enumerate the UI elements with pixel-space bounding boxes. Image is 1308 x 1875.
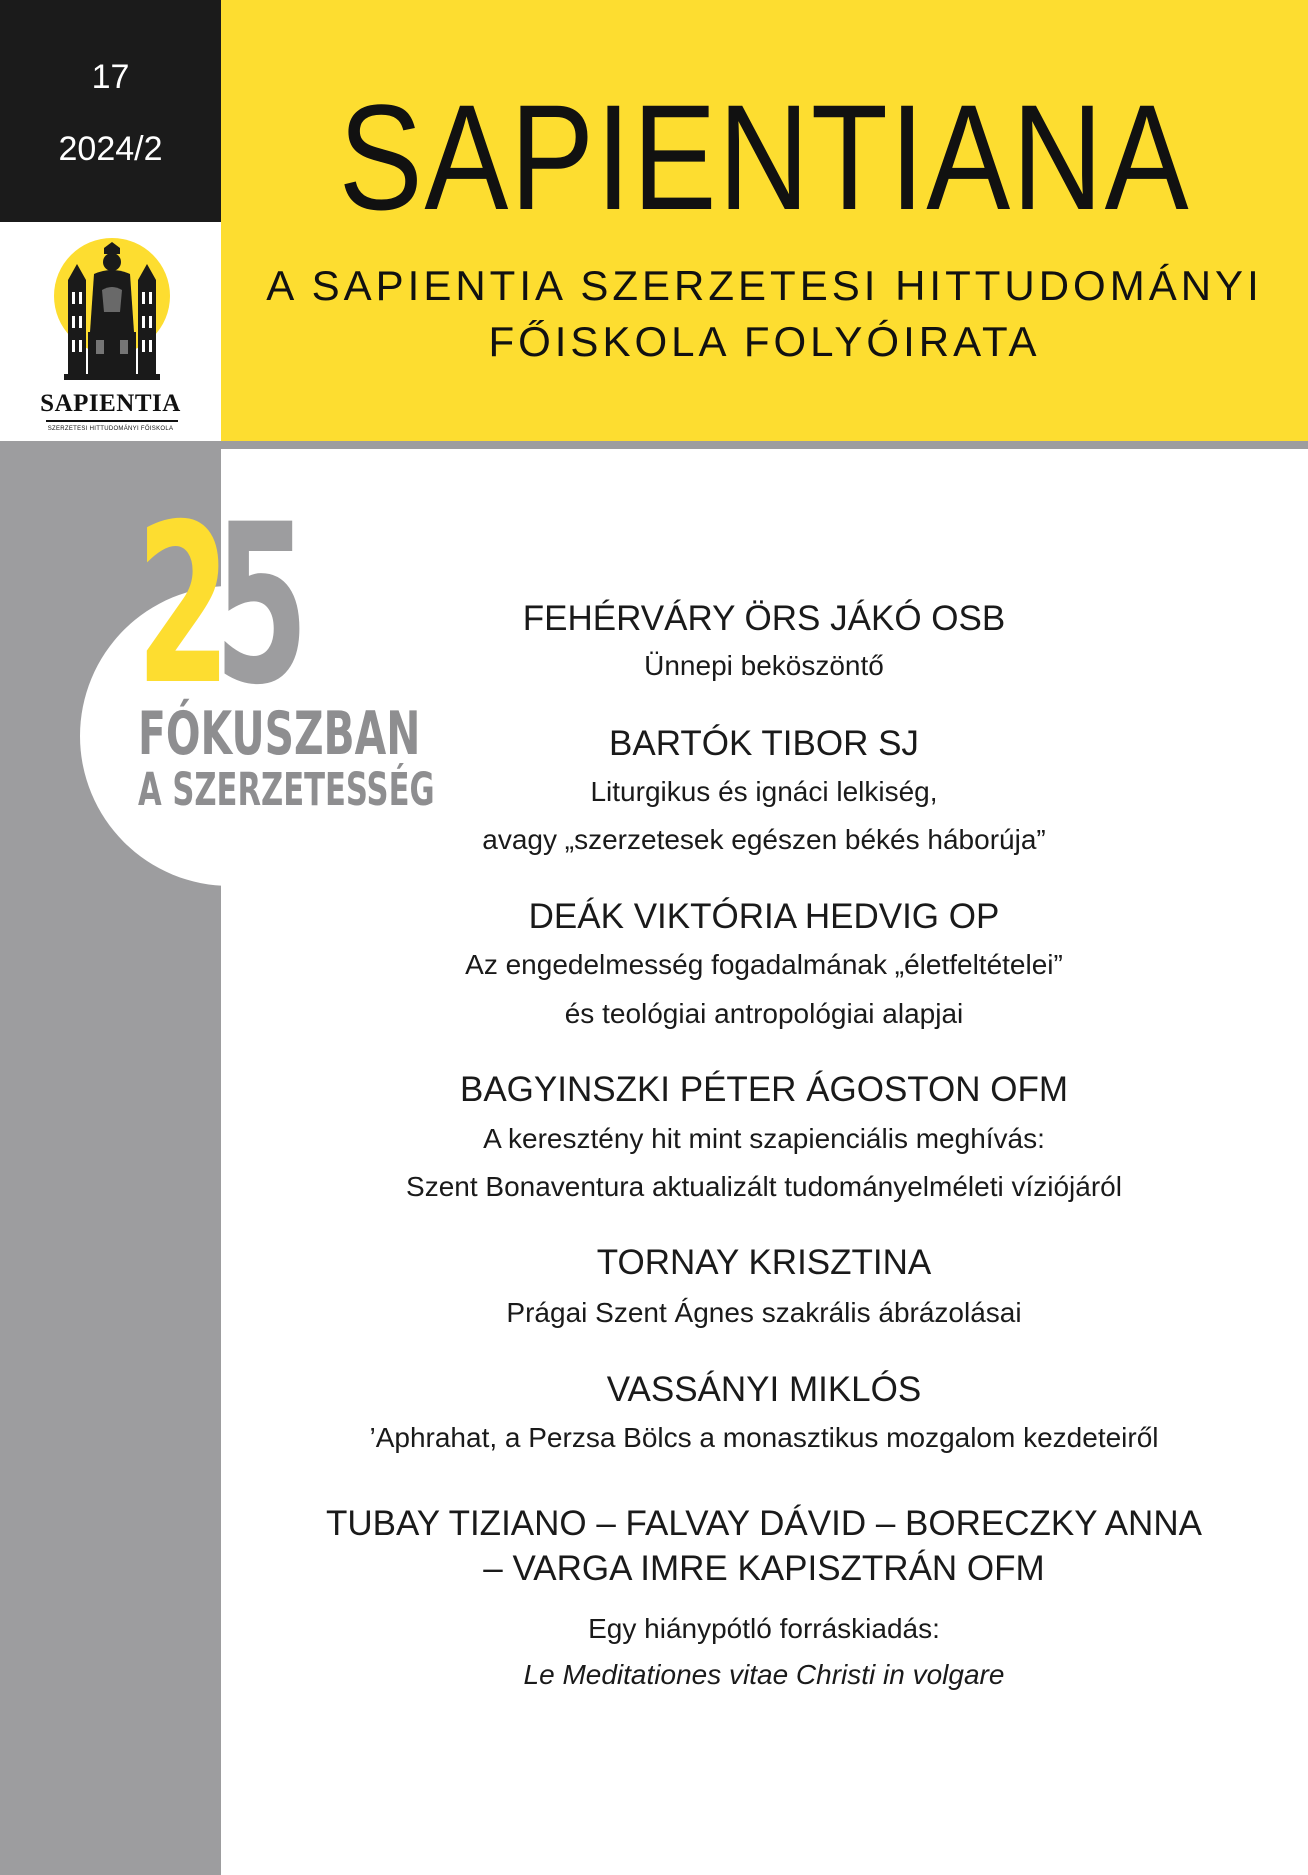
article-title: és teológiai antropológiai alapjai xyxy=(564,998,964,1029)
article-title: Egy hiánypótló forráskiadás: xyxy=(588,1613,940,1644)
header-banner xyxy=(221,0,1308,441)
article-title: avagy „szerzetesek egészen békés háborúja” xyxy=(482,824,1046,855)
article-title: Szent Bonaventura aktualizált tudományelméleti víziójáról xyxy=(406,1171,1122,1202)
article-title: Prágai Szent Ágnes szakrális ábrázolásai xyxy=(506,1297,1022,1328)
badge-theme-text: A SZERZETESSÉG xyxy=(138,763,435,816)
article-title: Az engedelmesség fogadalmának „életfeltételei” xyxy=(465,949,1063,980)
article-title: Liturgikus és ignáci lelkiség, xyxy=(590,776,938,807)
badge-focus-text: FÓKUSZBAN xyxy=(138,699,421,769)
journal-subtitle-line1: A SAPIENTIA SZERZETESI HITTUDOMÁNYI xyxy=(266,262,1263,309)
logo-sublabel: SZERZETESI HITTUDOMÁNYI FŐISKOLA xyxy=(47,426,174,432)
issue-number: 17 xyxy=(91,58,130,96)
logo-label: SAPIENTIA xyxy=(40,390,181,417)
article-author: BARTÓK TIBOR SJ xyxy=(609,724,919,763)
article-title: A keresztény hit mint szapienciális meghívás: xyxy=(483,1123,1045,1154)
badge-digit-2: 2 xyxy=(136,477,229,733)
issue-year: 2024/2 xyxy=(58,130,163,168)
journal-subtitle-line2: FŐISKOLA FOLYÓIRATA xyxy=(488,318,1041,365)
issue-box xyxy=(0,0,221,222)
article-author: TORNAY KRISZTINA xyxy=(596,1243,932,1282)
logo-rule xyxy=(46,420,178,422)
badge-digit-5: 5 xyxy=(214,477,309,733)
journal-title: SAPIENTIANA xyxy=(338,73,1191,241)
sapientia-logo xyxy=(0,222,221,441)
madonna-statue-icon xyxy=(62,242,162,382)
article-title: Le Meditationes vitae Christi in volgare xyxy=(523,1659,1005,1690)
article-author: FEHÉRVÁRY ÖRS JÁKÓ OSB xyxy=(522,599,1006,638)
article-author: DEÁK VIKTÓRIA HEDVIG OP xyxy=(528,897,1000,936)
article-author: BAGYINSZKI PÉTER ÁGOSTON OFM xyxy=(459,1070,1069,1109)
article-author: VASSÁNYI MIKLÓS xyxy=(606,1370,922,1409)
article-author: – VARGA IMRE KAPISZTRÁN OFM xyxy=(483,1549,1045,1588)
article-author: TUBAY TIZIANO – FALVAY DÁVID – BORECZKY ANNA xyxy=(326,1504,1202,1543)
header-divider xyxy=(221,441,1308,449)
article-title: ’Aphrahat, a Perzsa Bölcs a monasztikus mozgalom kezdeteiről xyxy=(369,1422,1159,1453)
article-title: Ünnepi beköszöntő xyxy=(644,650,884,681)
